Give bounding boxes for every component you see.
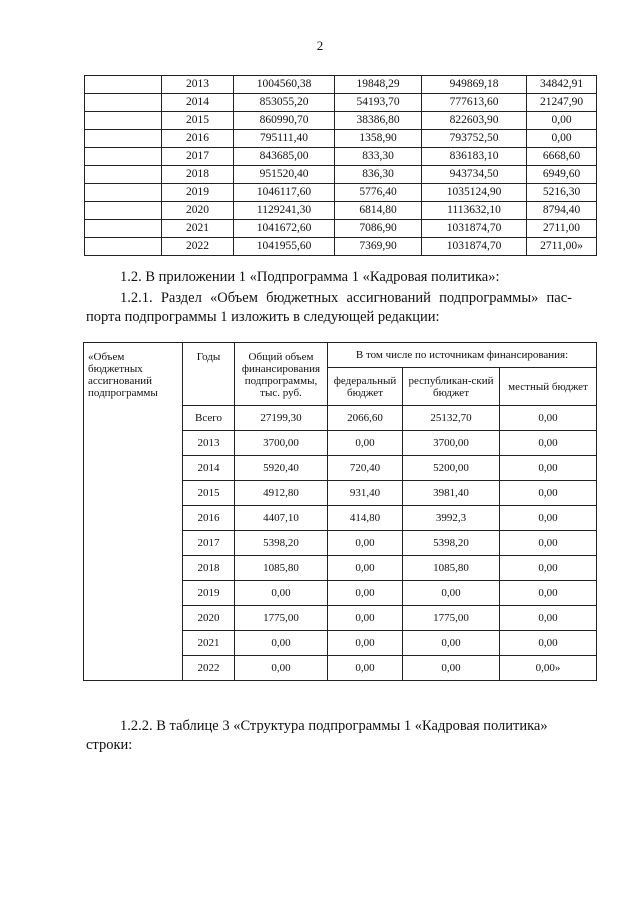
table-cell: 2014 [183,456,235,481]
paragraph-1-2-1: 1.2.1. Раздел «Объем бюджетных ассигнований подпрограммы» пас- [120,290,572,306]
empty-cell [85,238,162,256]
table-cell: 1113632,10 [422,202,527,220]
row-label: «Объем бюджетных ассигнований подпрограммы [84,343,183,681]
table-row [85,220,597,238]
table-row [85,184,597,202]
table-cell: 19848,29 [335,76,422,94]
table-cell: 0,00 [328,631,403,656]
page-number: 2 [316,38,324,53]
table-cell: 2020 [183,606,235,631]
empty-cell [85,130,162,148]
paragraph-1-2-2: 1.2.2. В таблице 3 «Структура подпрограммы 1 «Кадровая политика» [120,718,548,734]
header-federal: федеральный бюджет [328,368,403,406]
table-cell: 5398,20 [235,531,328,556]
table-cell: 5216,30 [527,184,597,202]
table-cell: 5200,00 [403,456,500,481]
empty-cell [85,76,162,94]
paragraph-1-2-2-cont: строки: [86,737,133,753]
budget-table-continued [84,75,597,256]
subprogram-budget-table [83,342,597,681]
table-cell: 2711,00» [527,238,597,256]
table-cell: 2020 [162,202,234,220]
table-cell: 0,00 [235,581,328,606]
table-cell: 0,00 [500,631,597,656]
table-cell: 0,00 [235,656,328,681]
table-cell: 0,00 [500,431,597,456]
table-row [85,130,597,148]
table-cell: 822603,90 [422,112,527,130]
table-cell: 943734,50 [422,166,527,184]
table-cell: 2013 [162,76,234,94]
table-cell: 0,00 [328,581,403,606]
table-cell: 6949,60 [527,166,597,184]
table-cell: 1085,80 [235,556,328,581]
table-cell: 38386,80 [335,112,422,130]
table-cell: 2018 [162,166,234,184]
table-cell: 3981,40 [403,481,500,506]
table-cell: 7086,90 [335,220,422,238]
table-cell: 1775,00 [235,606,328,631]
table-row [85,76,597,94]
table-row [85,148,597,166]
table-cell: 2017 [183,531,235,556]
table-cell: 836,30 [335,166,422,184]
table-cell: 7369,90 [335,238,422,256]
table-cell: 1004560,38 [234,76,335,94]
table-cell: 951520,40 [234,166,335,184]
header-total: Общий объем финансирования подпрограммы, тыс. руб. [235,343,328,406]
table-cell: 5776,40 [335,184,422,202]
table-cell: 4912,80 [235,481,328,506]
table-cell: 777613,60 [422,94,527,112]
empty-cell [85,166,162,184]
table-cell: 860990,70 [234,112,335,130]
table-cell: 0,00 [500,531,597,556]
table-cell: 0,00 [500,581,597,606]
table-cell: 0,00 [527,112,597,130]
table-cell: 2015 [162,112,234,130]
empty-cell [85,220,162,238]
table-cell: 720,40 [328,456,403,481]
table-cell: 0,00 [235,631,328,656]
table-cell: 2017 [162,148,234,166]
table-cell: 0,00 [527,130,597,148]
table-cell: 1041672,60 [234,220,335,238]
table-cell: 2022 [183,656,235,681]
table-cell: 2014 [162,94,234,112]
table-cell: 1041955,60 [234,238,335,256]
table-cell: 2019 [162,184,234,202]
table-cell: 1775,00 [403,606,500,631]
table-cell: 793752,50 [422,130,527,148]
table-row [85,166,597,184]
table-row [85,94,597,112]
table-cell: 6814,80 [335,202,422,220]
header-republic: республикан-ский бюджет [403,368,500,406]
table-cell: 1031874,70 [422,220,527,238]
empty-cell [85,148,162,166]
table-cell: 836183,10 [422,148,527,166]
table-cell: 34842,91 [527,76,597,94]
table-cell: 0,00 [500,456,597,481]
table-cell: 0,00 [500,556,597,581]
table-cell: 25132,70 [403,406,500,431]
table-cell: 0,00 [500,606,597,631]
table-cell: 2016 [183,506,235,531]
table-cell: 2021 [183,631,235,656]
table-cell: 0,00 [403,631,500,656]
table-cell: 3992,3 [403,506,500,531]
table-cell: 0,00 [328,556,403,581]
table-cell: 8794,40 [527,202,597,220]
table-cell: 2711,00 [527,220,597,238]
table-cell: 21247,90 [527,94,597,112]
empty-cell [85,202,162,220]
table-cell: 0,00» [500,656,597,681]
table-cell: 1129241,30 [234,202,335,220]
table-cell: 843685,00 [234,148,335,166]
table-cell: 853055,20 [234,94,335,112]
table-cell: 6668,60 [527,148,597,166]
table-cell: 0,00 [328,431,403,456]
paragraph-1-2: 1.2. В приложении 1 «Подпрограмма 1 «Кадровая политика»: [120,269,500,285]
table-cell: 0,00 [500,506,597,531]
table-cell: 3700,00 [235,431,328,456]
table-cell: 949869,18 [422,76,527,94]
table-cell: 2015 [183,481,235,506]
table-cell: 1085,80 [403,556,500,581]
empty-cell [85,184,162,202]
table-cell: 0,00 [403,656,500,681]
table-cell: 3700,00 [403,431,500,456]
table-cell: 1358,90 [335,130,422,148]
table-cell: 0,00 [403,581,500,606]
table-cell: 5398,20 [403,531,500,556]
table-row [85,202,597,220]
table-cell: 4407,10 [235,506,328,531]
table-cell: 2016 [162,130,234,148]
header-local: местный бюджет [500,368,597,406]
table-cell: 414,80 [328,506,403,531]
table-row [85,238,597,256]
table-cell: 2019 [183,581,235,606]
table-cell: 27199,30 [235,406,328,431]
empty-cell [85,94,162,112]
table-cell: 0,00 [500,406,597,431]
table-cell: 931,40 [328,481,403,506]
table-cell: 1046117,60 [234,184,335,202]
table-row [85,112,597,130]
table-cell: 0,00 [500,481,597,506]
paragraph-1-2-1-cont: порта подпрограммы 1 изложить в следующей редакции: [86,309,440,325]
table-cell: 795111,40 [234,130,335,148]
empty-cell [85,112,162,130]
table-cell: Всего [183,406,235,431]
table-cell: 2021 [162,220,234,238]
table-cell: 0,00 [328,656,403,681]
table-cell: 833,30 [335,148,422,166]
table-cell: 2018 [183,556,235,581]
table-cell: 2013 [183,431,235,456]
header-years: Годы [183,343,235,406]
table-cell: 2022 [162,238,234,256]
table-cell: 0,00 [328,606,403,631]
header-sources: В том числе по источникам финансирования: [328,343,597,368]
table-cell: 5920,40 [235,456,328,481]
table-cell: 0,00 [328,531,403,556]
table-cell: 1035124,90 [422,184,527,202]
table-cell: 1031874,70 [422,238,527,256]
table-cell: 54193,70 [335,94,422,112]
table-cell: 2066,60 [328,406,403,431]
